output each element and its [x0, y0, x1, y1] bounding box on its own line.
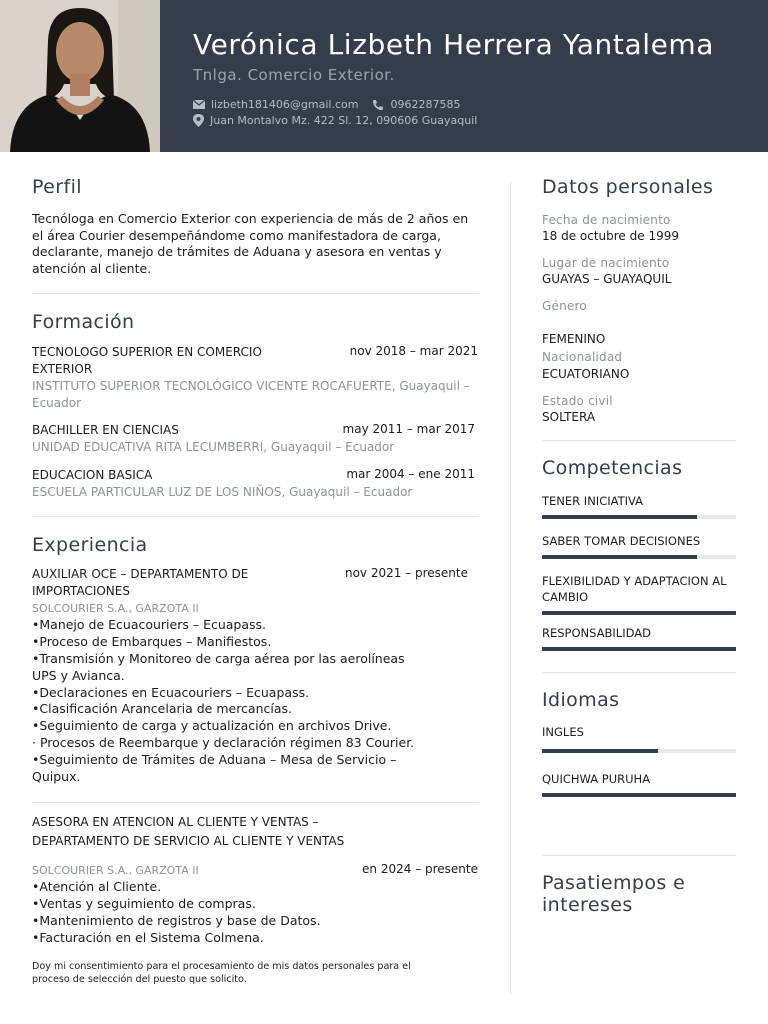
- skill-bar: [542, 555, 736, 559]
- skill-label: SABER TOMAR DECISIONES: [542, 534, 701, 548]
- datos-value: GUAYAS – GUAYAQUIL: [542, 272, 672, 286]
- entry-date: mar 2004 – ene 2011: [346, 467, 475, 482]
- candidate-name: Verónica Lizbeth Herrera Yantalema: [193, 28, 715, 61]
- language-label: QUICHWA PURUHA: [542, 772, 651, 786]
- skill-bar: [542, 647, 736, 651]
- experiencia-entry: [32, 566, 478, 785]
- datos-value: FEMENINO: [542, 332, 606, 346]
- skill-bar-fill: [542, 611, 736, 615]
- entry-institution: UNIDAD EDUCATIVA RITA LECUMBERRI, Guayaquil – Ecuador: [32, 440, 395, 455]
- skill-bar: [542, 515, 736, 519]
- email-text[interactable]: lizbeth181406@gmail.com: [211, 98, 359, 111]
- left-column: [32, 176, 478, 987]
- bullet-item: · Procesos de Reembarque y declaración régimen 83 Courier.: [32, 734, 415, 750]
- bullet-item: •Seguimiento de carga y actualización en archivos Drive.: [32, 718, 392, 734]
- skill-bar-fill: [542, 647, 736, 651]
- resume-header: [0, 0, 768, 152]
- candidate-title: Tnlga. Comercio Exterior.: [193, 66, 395, 84]
- competencias-list: [542, 493, 736, 651]
- language-item: [542, 724, 736, 753]
- datos-label: Estado civil: [542, 394, 613, 408]
- bullet-item: •Seguimiento de Trámites de Aduana – Mesa de Servicio – Quipux.: [32, 751, 397, 784]
- skill-item: [542, 493, 736, 519]
- section-divider: [32, 516, 478, 517]
- consent-note: Doy mi consentimiento para el procesamiento de mis datos personales para el proceso de selección del puesto que solicito.: [32, 960, 411, 986]
- skill-bar: [542, 611, 736, 615]
- bullet-item: •Transmisión y Monitoreo de carga aérea por las aerolíneas UPS y Avianca.: [32, 650, 405, 683]
- entry-institution: ESCUELA PARTICULAR LUZ DE LOS NIÑOS, Guayaquil – Ecuador: [32, 485, 413, 500]
- language-bar-fill: [542, 749, 658, 753]
- entry-date: may 2011 – mar 2017: [342, 422, 475, 437]
- language-bar: [542, 793, 736, 797]
- entry-company: SOLCOURIER S.A., GARZOTA II: [32, 864, 199, 878]
- entry-title: BACHILLER EN CIENCIAS: [32, 423, 179, 438]
- formacion-entry: [32, 467, 478, 501]
- skill-item: [542, 625, 736, 651]
- bullet-item: •Atención al Cliente.: [32, 879, 162, 895]
- skill-label: FLEXIBILIDAD Y ADAPTACION AL CAMBIO: [542, 574, 727, 604]
- email-icon: [193, 100, 205, 109]
- pasatiempos-title: Pasatiempos e intereses: [542, 872, 686, 916]
- entry-bullets: [32, 617, 427, 785]
- address-row: [193, 114, 477, 127]
- entry-date: nov 2021 – presente: [344, 566, 468, 581]
- bullet-item: •Facturación en el Sistema Colmena.: [32, 929, 264, 945]
- entry-date: nov 2018 – mar 2021: [349, 344, 478, 359]
- datos-item: [542, 394, 736, 424]
- formacion-entry: [32, 344, 478, 412]
- bullet-item: •Proceso de Embarques – Manifiestos.: [32, 634, 272, 650]
- datos-title: Datos personales: [542, 176, 714, 198]
- skill-bar-fill: [542, 555, 697, 559]
- datos-item: [542, 256, 736, 286]
- entry-divider: [32, 802, 478, 803]
- formacion-entry: [32, 422, 478, 456]
- idiomas-title: Idiomas: [542, 689, 620, 711]
- competencias-title: Competencias: [542, 457, 683, 479]
- skill-label: RESPONSABILIDAD: [542, 626, 651, 640]
- skill-bar-fill: [542, 515, 697, 519]
- phone-text[interactable]: 0962287585: [390, 98, 461, 111]
- bullet-item: •Declaraciones en Ecuacouriers – Ecuapass.: [32, 684, 310, 700]
- datos-item: [542, 213, 736, 243]
- perfil-title: Perfil: [32, 176, 82, 198]
- phone-icon: [372, 99, 384, 111]
- right-column: [542, 176, 736, 916]
- entry-bullets: [32, 879, 478, 946]
- datos-label: Fecha de nacimiento: [542, 213, 671, 227]
- datos-label: Nacionalidad: [542, 350, 623, 364]
- skill-label: TENER INICIATIVA: [542, 494, 644, 508]
- perfil-text: Tecnóloga en Comercio Exterior con experiencia de más de 2 años en el área Courier desempeñándome como manifestadora de carga, declarante, manejo de trámites de Aduana y asesora en ventas y atención al cliente.: [32, 211, 469, 276]
- datos-label: Género: [542, 299, 587, 313]
- section-divider: [32, 293, 478, 294]
- contact-row: [193, 98, 460, 111]
- experiencia-title: Experiencia: [32, 534, 148, 557]
- profile-photo: [0, 0, 160, 152]
- entry-title: ASESORA EN ATENCION AL CLIENTE Y VENTAS – DEPARTAMENTO DE SERVICIO AL CLIENTE Y VENTAS: [32, 815, 345, 849]
- datos-item: [542, 299, 736, 346]
- bullet-item: •Mantenimiento de registros y base de Datos.: [32, 912, 321, 928]
- experiencia-entry: [32, 813, 478, 946]
- entry-institution: INSTITUTO SUPERIOR TECNOLÓGICO VICENTE ROCAFUERTE, Guayaquil – Ecuador: [32, 379, 470, 411]
- phone-group: [372, 98, 460, 111]
- entry-title: AUXILIAR OCE – DEPARTAMENTO DE IMPORTACIONES: [32, 567, 249, 599]
- language-item: [542, 771, 736, 797]
- entry-company: SOLCOURIER S.A., GARZOTA II: [32, 602, 199, 616]
- skill-item: [542, 573, 736, 615]
- location-icon: [193, 114, 204, 127]
- formacion-title: Formación: [32, 311, 135, 334]
- skill-item: [542, 533, 736, 559]
- entry-meta: [32, 862, 478, 879]
- language-bar-fill: [542, 793, 736, 797]
- datos-label: Lugar de nacimiento: [542, 256, 670, 270]
- column-divider: [510, 182, 511, 994]
- entry-date: en 2024 – presente: [362, 862, 478, 877]
- section-divider: [542, 440, 736, 441]
- bullet-item: •Clasificación Arancelaria de mercancías.: [32, 701, 293, 717]
- entry-title: TECNOLOGO SUPERIOR EN COMERCIO EXTERIOR: [32, 345, 262, 377]
- datos-value: SOLTERA: [542, 410, 596, 424]
- entry-title: EDUCACION BASICA: [32, 468, 153, 483]
- address-text: Juan Montalvo Mz. 422 Sl. 12, 090606 Guayaquil: [210, 114, 478, 127]
- section-divider: [542, 855, 736, 856]
- bullet-item: •Ventas y seguimiento de compras.: [32, 896, 256, 912]
- datos-item: [542, 350, 736, 381]
- bullet-item: •Manejo de Ecuacouriers – Ecuapass.: [32, 617, 267, 633]
- datos-value: ECUATORIANO: [542, 367, 630, 381]
- section-divider: [542, 672, 736, 673]
- language-bar: [542, 749, 736, 753]
- language-label: INGLES: [542, 725, 584, 739]
- datos-value: 18 de octubre de 1999: [542, 229, 679, 243]
